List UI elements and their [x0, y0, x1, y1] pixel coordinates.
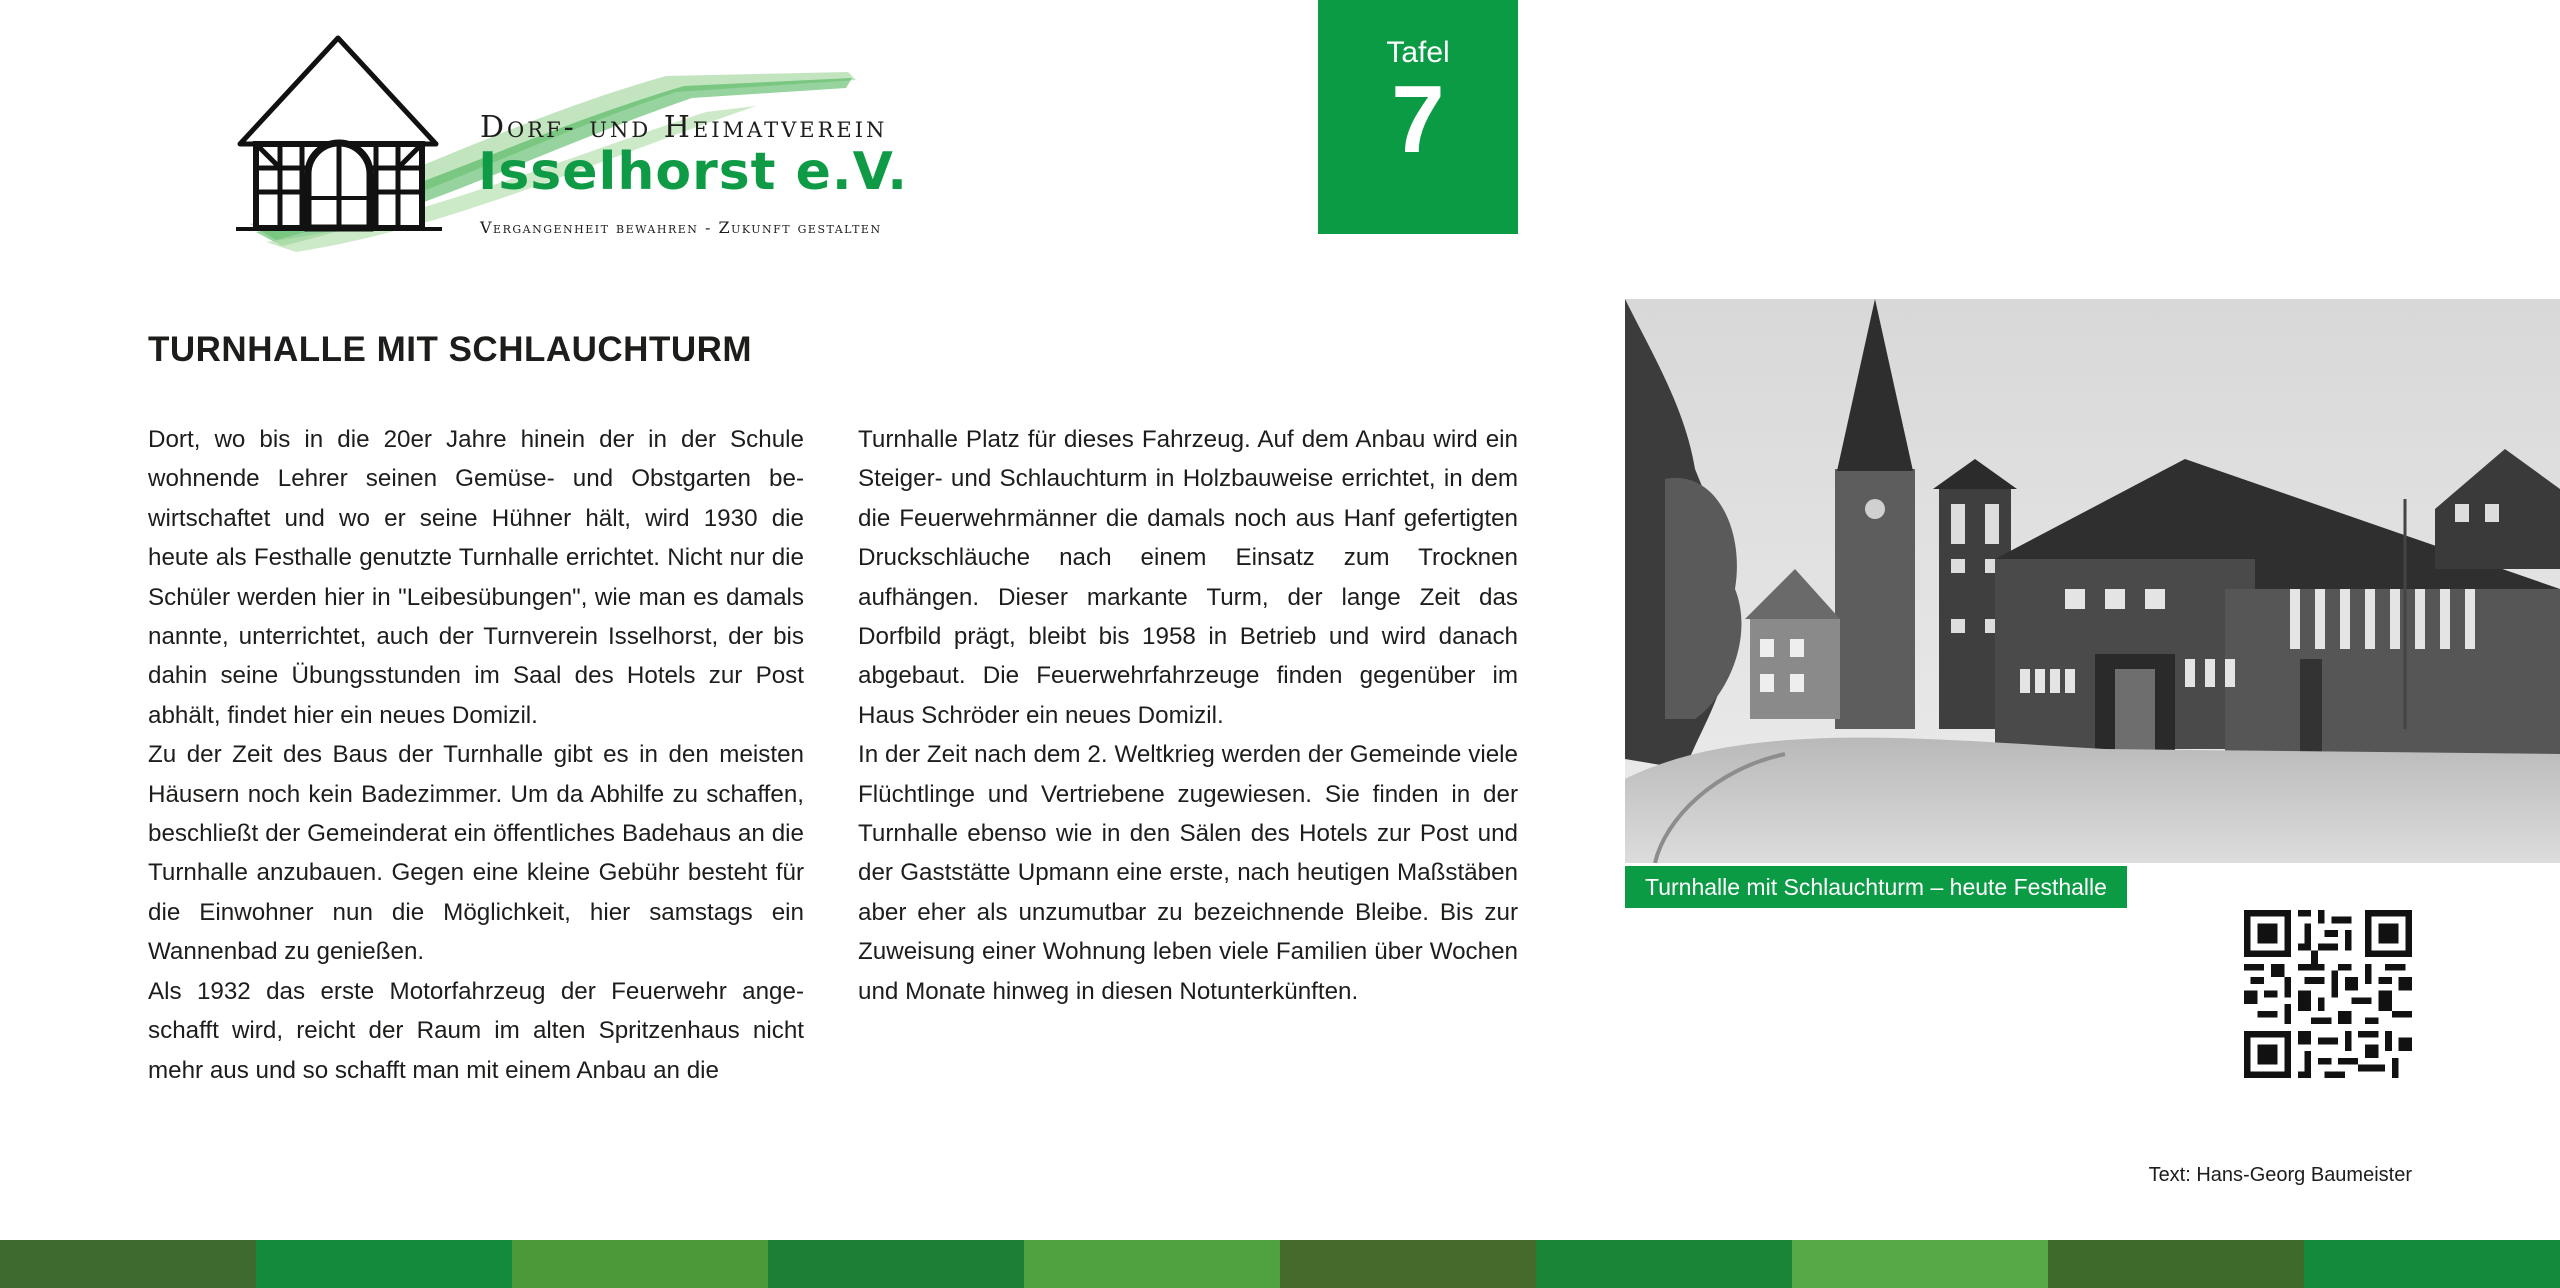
paragraph: Dort, wo bis in die 20er Jahre hinein der in der Schule wohnende Lehrer seinen Gemüse- und Obstgarten bewirtschaftet und wo er seine Hühner hält, wird 1930 die heute als Festhalle genutzte Turnhalle errichtet. Nicht nur die Schüler werden hier in "Leibesübungen", wie man es damals nannte, unterrichtet, auch der Turnverein Isselhorst, der bis dahin seine Übungsstunden im Saal des Hotels zur Post abhält, findet hier ein neues Domizil.: [148, 426, 804, 729]
footer-color-band: [0, 1240, 2560, 1288]
qr-code-icon: [2244, 910, 2412, 1078]
paragraph: Zu der Zeit des Baus der Turnhalle gibt es in den meisten Häusern noch kein Badezimmer. Um da Abhilfe zu schaffen, beschließt der Gemeinderat ein öffentliches Badehaus an die Turnhalle anzubauen. Gegen eine kleine Gebühr besteht für die Einwohner nun die Möglichkeit, hier samstags ein Wannenbad zu genießen.: [148, 741, 804, 966]
panel-label: Tafel: [1386, 36, 1450, 69]
footer-segment: [1280, 1240, 1536, 1288]
paragraph: Turnhalle Platz für dieses Fahrzeug. Auf dem Anbau wird ein Steiger- und Schlauchturm in Holzbauweise errichtet, in dem die Feuerwehrmänner die damals noch aus Hanf gefertigten Druckschläuche nach einem Einsatz zum Trocknen aufhängen. Dieser markante Turm, der lange Zeit das Dorfbild prägt, bleibt bis 1958 in Betrieb und wird danach abgebaut. Die Feuerwehrfahrzeuge finden gegenüber im Haus Schröder ein neues Domizil.: [858, 426, 1518, 729]
text-column-left: [148, 420, 804, 1090]
footer-segment: [1024, 1240, 1280, 1288]
panel-number: 7: [1391, 66, 1445, 173]
author-credit: Text: Hans-Georg Baumeister: [2148, 1164, 2412, 1186]
paragraph: In der Zeit nach dem 2. Weltkrieg werden der Gemeinde viele Flüchtlinge und Vertriebene zugewiesen. Sie finden in der Turnhalle ebenso wie in den Sälen des Hotels zur Post und der Gaststätte Upmann eine erste, nach heutigen Maßstäben aber eher als unzumutbar zu bezeichnende Bleibe. Bis zur Zuweisung einer Wohnung leben viele Familien über Wochen und Monate hinweg in diesen Notunterkünften.: [858, 741, 1518, 1005]
text-column-right: [858, 420, 1518, 1011]
footer-segment: [1536, 1240, 1792, 1288]
paragraph: Als 1932 das erste Motorfahrzeug der Feuerwehr angeschafft wird, reicht der Raum im alten Spritzenhaus nicht mehr aus und so schafft man mit einem Anbau an die: [148, 977, 804, 1084]
logo-slogan: Vergangenheit bewahren - Zukunft gestalten: [480, 218, 882, 237]
article-title: TURNHALLE MIT SCHLAUCHTURM: [148, 330, 753, 369]
footer-segment: [512, 1240, 768, 1288]
footer-segment: [0, 1240, 256, 1288]
gym-hall-photo-image: [1625, 299, 2560, 863]
footer-segment: [1792, 1240, 2048, 1288]
footer-segment: [2304, 1240, 2560, 1288]
footer-segment: [256, 1240, 512, 1288]
qr-code[interactable]: [2244, 910, 2412, 1078]
footer-segment: [768, 1240, 1024, 1288]
panel-number-badge: [1318, 0, 1518, 234]
footer-segment: [2048, 1240, 2304, 1288]
photo-caption: Turnhalle mit Schlauchturm – heute Festhalle: [1625, 866, 2127, 908]
logo-town-name: Isselhorst e.V.: [478, 142, 908, 202]
logo-association-name: Dorf- und Heimatverein: [480, 110, 888, 145]
club-logo: [236, 28, 916, 258]
historic-photo: [1625, 299, 2560, 863]
